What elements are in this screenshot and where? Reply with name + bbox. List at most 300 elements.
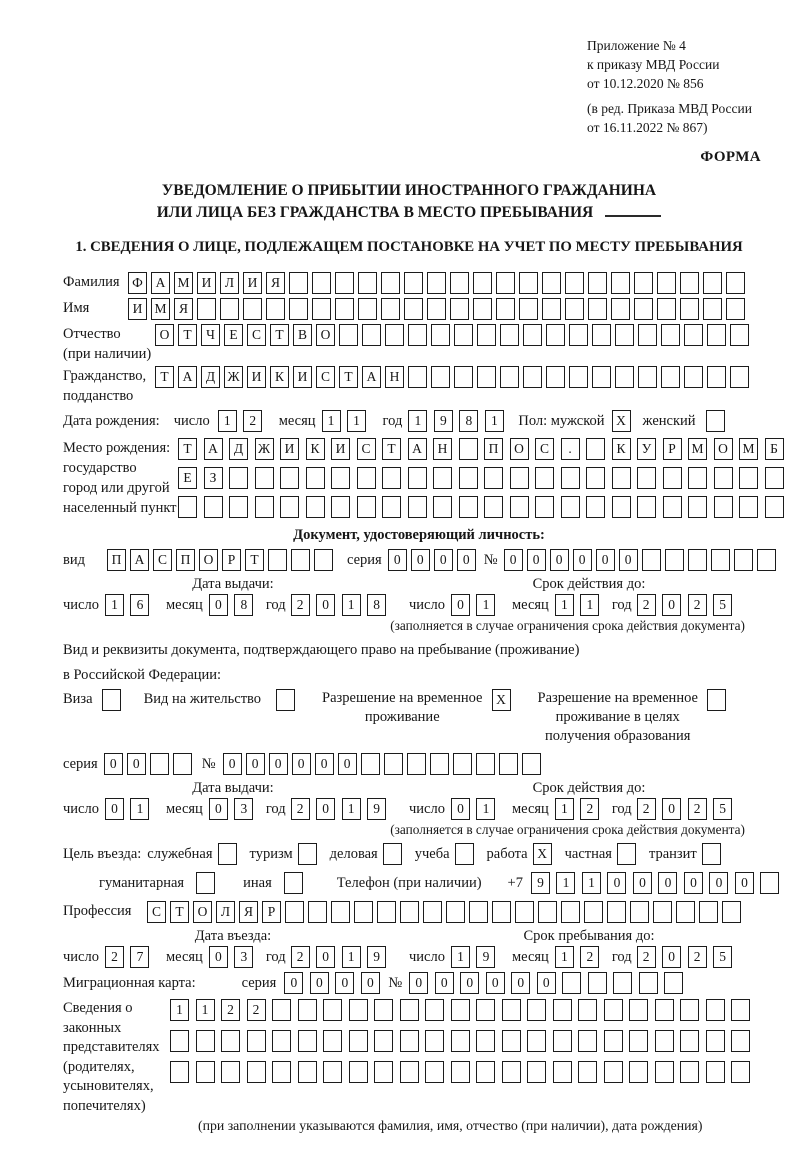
char-box[interactable]: 0 xyxy=(486,972,505,994)
char-box[interactable] xyxy=(527,999,546,1021)
char-box[interactable] xyxy=(684,366,703,388)
char-box[interactable] xyxy=(374,999,393,1021)
char-box[interactable] xyxy=(661,324,680,346)
char-box[interactable] xyxy=(431,366,450,388)
char-box[interactable]: 0 xyxy=(434,549,453,571)
char-box[interactable] xyxy=(553,1061,572,1083)
char-box[interactable] xyxy=(357,467,376,489)
char-box[interactable] xyxy=(382,496,401,518)
char-box[interactable] xyxy=(706,1061,725,1083)
char-box[interactable]: П xyxy=(484,438,503,460)
char-box[interactable] xyxy=(592,366,611,388)
char-box[interactable]: 2 xyxy=(291,946,310,968)
char-box[interactable]: Н xyxy=(385,366,404,388)
char-box[interactable]: П xyxy=(176,549,195,571)
char-box[interactable]: 0 xyxy=(596,549,615,571)
char-box[interactable] xyxy=(630,901,649,923)
char-box[interactable] xyxy=(731,1061,750,1083)
char-box[interactable]: О xyxy=(714,438,733,460)
char-box[interactable]: А xyxy=(151,272,170,294)
char-box[interactable] xyxy=(569,324,588,346)
char-box[interactable] xyxy=(289,272,308,294)
char-box[interactable] xyxy=(383,843,402,865)
char-box[interactable]: 7 xyxy=(130,946,149,968)
char-box[interactable]: 0 xyxy=(504,549,523,571)
char-box[interactable] xyxy=(220,298,239,320)
char-box[interactable] xyxy=(170,1061,189,1083)
char-box[interactable] xyxy=(431,324,450,346)
char-box[interactable] xyxy=(221,1061,240,1083)
char-box[interactable] xyxy=(339,324,358,346)
char-box[interactable] xyxy=(657,272,676,294)
char-box[interactable]: К xyxy=(270,366,289,388)
char-box[interactable] xyxy=(400,901,419,923)
char-box[interactable]: 2 xyxy=(105,946,124,968)
char-box[interactable]: Р xyxy=(262,901,281,923)
char-box[interactable] xyxy=(289,298,308,320)
char-box[interactable] xyxy=(272,1030,291,1052)
char-box[interactable] xyxy=(653,901,672,923)
char-box[interactable] xyxy=(731,1030,750,1052)
char-box[interactable] xyxy=(535,496,554,518)
char-box[interactable] xyxy=(306,496,325,518)
char-box[interactable]: Я xyxy=(239,901,258,923)
char-box[interactable] xyxy=(510,496,529,518)
char-box[interactable]: 2 xyxy=(688,946,707,968)
char-box[interactable] xyxy=(661,366,680,388)
char-box[interactable]: 0 xyxy=(537,972,556,994)
char-box[interactable] xyxy=(588,972,607,994)
char-box[interactable] xyxy=(284,872,303,894)
char-box[interactable] xyxy=(408,366,427,388)
char-box[interactable]: 0 xyxy=(607,872,626,894)
char-box[interactable]: 2 xyxy=(247,999,266,1021)
char-box[interactable] xyxy=(196,872,215,894)
char-box[interactable]: Л xyxy=(220,272,239,294)
char-box[interactable]: Т xyxy=(178,438,197,460)
char-box[interactable]: 0 xyxy=(527,549,546,571)
char-box[interactable]: 2 xyxy=(580,798,599,820)
char-box[interactable] xyxy=(578,999,597,1021)
char-box[interactable] xyxy=(722,901,741,923)
char-box[interactable]: 2 xyxy=(221,999,240,1021)
char-box[interactable] xyxy=(385,324,404,346)
char-box[interactable]: 0 xyxy=(633,872,652,894)
char-box[interactable] xyxy=(357,496,376,518)
char-box[interactable]: Т xyxy=(178,324,197,346)
char-box[interactable] xyxy=(655,1061,674,1083)
char-box[interactable]: С xyxy=(316,366,335,388)
char-box[interactable] xyxy=(408,324,427,346)
char-box[interactable]: 2 xyxy=(688,594,707,616)
char-box[interactable] xyxy=(680,999,699,1021)
char-box[interactable] xyxy=(221,1030,240,1052)
char-box[interactable] xyxy=(450,298,469,320)
char-box[interactable] xyxy=(657,298,676,320)
char-box[interactable]: 1 xyxy=(347,410,366,432)
char-box[interactable] xyxy=(565,298,584,320)
char-box[interactable] xyxy=(427,272,446,294)
char-box[interactable] xyxy=(446,901,465,923)
char-box[interactable] xyxy=(473,298,492,320)
char-box[interactable] xyxy=(604,1061,623,1083)
char-box[interactable] xyxy=(400,1061,419,1083)
char-box[interactable] xyxy=(484,496,503,518)
char-box[interactable] xyxy=(451,1030,470,1052)
char-box[interactable] xyxy=(331,901,350,923)
char-box[interactable] xyxy=(312,298,331,320)
char-box[interactable] xyxy=(711,549,730,571)
char-box[interactable] xyxy=(276,689,295,711)
char-box[interactable]: О xyxy=(199,549,218,571)
char-box[interactable]: 0 xyxy=(316,798,335,820)
char-box[interactable]: 0 xyxy=(684,872,703,894)
char-box[interactable] xyxy=(607,901,626,923)
char-box[interactable]: 1 xyxy=(342,798,361,820)
char-box[interactable]: 0 xyxy=(269,753,288,775)
char-box[interactable] xyxy=(285,901,304,923)
char-box[interactable] xyxy=(469,901,488,923)
char-box[interactable] xyxy=(613,972,632,994)
char-box[interactable]: 0 xyxy=(511,972,530,994)
char-box[interactable] xyxy=(492,901,511,923)
char-box[interactable]: Ж xyxy=(224,366,243,388)
char-box[interactable] xyxy=(655,999,674,1021)
char-box[interactable]: 0 xyxy=(573,549,592,571)
char-box[interactable]: X xyxy=(612,410,631,432)
char-box[interactable] xyxy=(229,496,248,518)
char-box[interactable] xyxy=(615,366,634,388)
char-box[interactable]: 0 xyxy=(658,872,677,894)
char-box[interactable] xyxy=(586,467,605,489)
char-box[interactable]: И xyxy=(247,366,266,388)
char-box[interactable]: 1 xyxy=(556,872,575,894)
char-box[interactable]: 0 xyxy=(411,549,430,571)
char-box[interactable] xyxy=(484,467,503,489)
char-box[interactable]: 0 xyxy=(550,549,569,571)
char-box[interactable] xyxy=(473,272,492,294)
char-box[interactable] xyxy=(586,496,605,518)
char-box[interactable] xyxy=(272,999,291,1021)
char-box[interactable] xyxy=(280,496,299,518)
char-box[interactable] xyxy=(453,753,472,775)
char-box[interactable]: С xyxy=(247,324,266,346)
char-box[interactable] xyxy=(476,1030,495,1052)
char-box[interactable]: 1 xyxy=(130,798,149,820)
char-box[interactable] xyxy=(455,843,474,865)
char-box[interactable] xyxy=(542,298,561,320)
char-box[interactable] xyxy=(638,366,657,388)
char-box[interactable] xyxy=(425,1061,444,1083)
char-box[interactable] xyxy=(374,1030,393,1052)
char-box[interactable]: 0 xyxy=(209,946,228,968)
char-box[interactable] xyxy=(314,549,333,571)
char-box[interactable] xyxy=(757,549,776,571)
char-box[interactable] xyxy=(496,272,515,294)
char-box[interactable] xyxy=(538,901,557,923)
char-box[interactable]: Ж xyxy=(255,438,274,460)
char-box[interactable] xyxy=(196,1061,215,1083)
char-box[interactable]: Т xyxy=(170,901,189,923)
char-box[interactable]: А xyxy=(408,438,427,460)
char-box[interactable] xyxy=(706,999,725,1021)
char-box[interactable] xyxy=(592,324,611,346)
char-box[interactable] xyxy=(331,496,350,518)
char-box[interactable] xyxy=(323,1061,342,1083)
char-box[interactable]: 0 xyxy=(409,972,428,994)
char-box[interactable]: А xyxy=(204,438,223,460)
char-box[interactable]: О xyxy=(316,324,335,346)
char-box[interactable] xyxy=(726,298,745,320)
char-box[interactable]: Ч xyxy=(201,324,220,346)
char-box[interactable] xyxy=(323,1030,342,1052)
char-box[interactable]: 0 xyxy=(457,549,476,571)
char-box[interactable]: В xyxy=(293,324,312,346)
char-box[interactable]: 2 xyxy=(291,594,310,616)
char-box[interactable] xyxy=(400,1030,419,1052)
char-box[interactable]: 0 xyxy=(316,594,335,616)
char-box[interactable]: Д xyxy=(229,438,248,460)
char-box[interactable]: 1 xyxy=(580,594,599,616)
char-box[interactable] xyxy=(335,298,354,320)
char-box[interactable] xyxy=(476,753,495,775)
char-box[interactable] xyxy=(664,972,683,994)
char-box[interactable] xyxy=(306,467,325,489)
char-box[interactable]: И xyxy=(293,366,312,388)
char-box[interactable] xyxy=(308,901,327,923)
char-box[interactable] xyxy=(102,689,121,711)
char-box[interactable] xyxy=(502,999,521,1021)
char-box[interactable] xyxy=(427,298,446,320)
char-box[interactable] xyxy=(519,272,538,294)
char-box[interactable] xyxy=(569,366,588,388)
char-box[interactable] xyxy=(680,272,699,294)
char-box[interactable] xyxy=(637,467,656,489)
char-box[interactable] xyxy=(266,298,285,320)
char-box[interactable] xyxy=(638,324,657,346)
char-box[interactable]: 1 xyxy=(196,999,215,1021)
char-box[interactable] xyxy=(680,1030,699,1052)
char-box[interactable] xyxy=(553,1030,572,1052)
char-box[interactable] xyxy=(634,298,653,320)
char-box[interactable]: Т xyxy=(270,324,289,346)
char-box[interactable] xyxy=(739,467,758,489)
char-box[interactable]: 0 xyxy=(335,972,354,994)
char-box[interactable] xyxy=(726,272,745,294)
char-box[interactable] xyxy=(637,496,656,518)
char-box[interactable]: 6 xyxy=(130,594,149,616)
char-box[interactable]: 0 xyxy=(104,753,123,775)
char-box[interactable]: С xyxy=(153,549,172,571)
char-box[interactable] xyxy=(510,467,529,489)
char-box[interactable]: 1 xyxy=(105,594,124,616)
char-box[interactable] xyxy=(714,467,733,489)
char-box[interactable] xyxy=(535,467,554,489)
char-box[interactable] xyxy=(588,272,607,294)
char-box[interactable] xyxy=(407,753,426,775)
char-box[interactable] xyxy=(707,366,726,388)
char-box[interactable] xyxy=(527,1061,546,1083)
char-box[interactable] xyxy=(204,496,223,518)
char-box[interactable]: А xyxy=(130,549,149,571)
char-box[interactable] xyxy=(218,843,237,865)
char-box[interactable] xyxy=(639,972,658,994)
char-box[interactable] xyxy=(588,298,607,320)
char-box[interactable] xyxy=(611,272,630,294)
char-box[interactable]: 1 xyxy=(322,410,341,432)
char-box[interactable]: 5 xyxy=(713,798,732,820)
char-box[interactable] xyxy=(730,366,749,388)
char-box[interactable] xyxy=(655,1030,674,1052)
char-box[interactable]: 0 xyxy=(310,972,329,994)
char-box[interactable]: 0 xyxy=(388,549,407,571)
char-box[interactable]: Е xyxy=(178,467,197,489)
char-box[interactable] xyxy=(150,753,169,775)
char-box[interactable]: Р xyxy=(222,549,241,571)
char-box[interactable]: . xyxy=(561,438,580,460)
char-box[interactable]: Н xyxy=(433,438,452,460)
char-box[interactable]: Я xyxy=(266,272,285,294)
char-box[interactable] xyxy=(561,901,580,923)
char-box[interactable] xyxy=(349,999,368,1021)
char-box[interactable]: К xyxy=(612,438,631,460)
char-box[interactable] xyxy=(454,324,473,346)
char-box[interactable] xyxy=(629,1030,648,1052)
char-box[interactable]: 9 xyxy=(476,946,495,968)
char-box[interactable] xyxy=(586,438,605,460)
char-box[interactable]: 0 xyxy=(284,972,303,994)
char-box[interactable] xyxy=(255,467,274,489)
char-box[interactable] xyxy=(688,496,707,518)
char-box[interactable] xyxy=(706,1030,725,1052)
char-box[interactable]: Т xyxy=(245,549,264,571)
char-box[interactable] xyxy=(615,324,634,346)
char-box[interactable] xyxy=(502,1030,521,1052)
char-box[interactable] xyxy=(500,324,519,346)
char-box[interactable] xyxy=(459,438,478,460)
char-box[interactable]: 0 xyxy=(451,798,470,820)
char-box[interactable]: К xyxy=(306,438,325,460)
char-box[interactable] xyxy=(676,901,695,923)
char-box[interactable]: 1 xyxy=(582,872,601,894)
char-box[interactable] xyxy=(170,1030,189,1052)
char-box[interactable] xyxy=(477,366,496,388)
char-box[interactable]: Д xyxy=(201,366,220,388)
char-box[interactable]: 8 xyxy=(367,594,386,616)
char-box[interactable]: Б xyxy=(765,438,784,460)
char-box[interactable] xyxy=(496,298,515,320)
char-box[interactable] xyxy=(706,410,725,432)
char-box[interactable]: 1 xyxy=(555,594,574,616)
char-box[interactable] xyxy=(565,272,584,294)
char-box[interactable] xyxy=(459,496,478,518)
char-box[interactable] xyxy=(663,496,682,518)
char-box[interactable]: С xyxy=(535,438,554,460)
char-box[interactable]: 2 xyxy=(291,798,310,820)
char-box[interactable] xyxy=(760,872,779,894)
char-box[interactable]: И xyxy=(280,438,299,460)
char-box[interactable] xyxy=(546,324,565,346)
char-box[interactable] xyxy=(243,298,262,320)
char-box[interactable] xyxy=(699,901,718,923)
char-box[interactable] xyxy=(423,901,442,923)
char-box[interactable] xyxy=(425,999,444,1021)
char-box[interactable] xyxy=(561,496,580,518)
char-box[interactable] xyxy=(604,1030,623,1052)
char-box[interactable]: 0 xyxy=(735,872,754,894)
char-box[interactable] xyxy=(515,901,534,923)
char-box[interactable] xyxy=(739,496,758,518)
char-box[interactable] xyxy=(404,272,423,294)
char-box[interactable]: 9 xyxy=(367,798,386,820)
char-box[interactable] xyxy=(629,1061,648,1083)
char-box[interactable]: М xyxy=(174,272,193,294)
char-box[interactable] xyxy=(323,999,342,1021)
char-box[interactable]: 0 xyxy=(662,594,681,616)
char-box[interactable] xyxy=(578,1061,597,1083)
char-box[interactable] xyxy=(312,272,331,294)
char-box[interactable] xyxy=(430,753,449,775)
char-box[interactable] xyxy=(523,366,542,388)
char-box[interactable] xyxy=(562,972,581,994)
char-box[interactable]: 0 xyxy=(209,594,228,616)
char-box[interactable] xyxy=(377,901,396,923)
char-box[interactable]: 0 xyxy=(662,946,681,968)
char-box[interactable] xyxy=(703,298,722,320)
char-box[interactable]: 3 xyxy=(234,946,253,968)
char-box[interactable] xyxy=(612,496,631,518)
char-box[interactable] xyxy=(476,999,495,1021)
char-box[interactable]: У xyxy=(637,438,656,460)
char-box[interactable]: 1 xyxy=(476,798,495,820)
char-box[interactable]: 2 xyxy=(243,410,262,432)
char-box[interactable] xyxy=(688,549,707,571)
char-box[interactable] xyxy=(642,549,661,571)
char-box[interactable]: 0 xyxy=(709,872,728,894)
char-box[interactable]: 1 xyxy=(408,410,427,432)
char-box[interactable] xyxy=(381,272,400,294)
char-box[interactable]: С xyxy=(147,901,166,923)
char-box[interactable]: 0 xyxy=(209,798,228,820)
char-box[interactable]: З xyxy=(204,467,223,489)
char-box[interactable] xyxy=(197,298,216,320)
char-box[interactable] xyxy=(578,1030,597,1052)
char-box[interactable]: 8 xyxy=(459,410,478,432)
char-box[interactable] xyxy=(298,843,317,865)
char-box[interactable] xyxy=(629,999,648,1021)
char-box[interactable]: Т xyxy=(155,366,174,388)
char-box[interactable]: С xyxy=(357,438,376,460)
char-box[interactable] xyxy=(374,1061,393,1083)
char-box[interactable] xyxy=(523,324,542,346)
char-box[interactable] xyxy=(247,1030,266,1052)
char-box[interactable]: 0 xyxy=(316,946,335,968)
char-box[interactable]: А xyxy=(362,366,381,388)
char-box[interactable] xyxy=(765,467,784,489)
char-box[interactable] xyxy=(684,324,703,346)
char-box[interactable]: 1 xyxy=(485,410,504,432)
char-box[interactable] xyxy=(561,467,580,489)
char-box[interactable] xyxy=(291,549,310,571)
char-box[interactable] xyxy=(408,496,427,518)
char-box[interactable] xyxy=(384,753,403,775)
char-box[interactable] xyxy=(500,366,519,388)
char-box[interactable] xyxy=(349,1061,368,1083)
char-box[interactable]: Л xyxy=(216,901,235,923)
char-box[interactable] xyxy=(519,298,538,320)
char-box[interactable] xyxy=(584,901,603,923)
char-box[interactable] xyxy=(502,1061,521,1083)
